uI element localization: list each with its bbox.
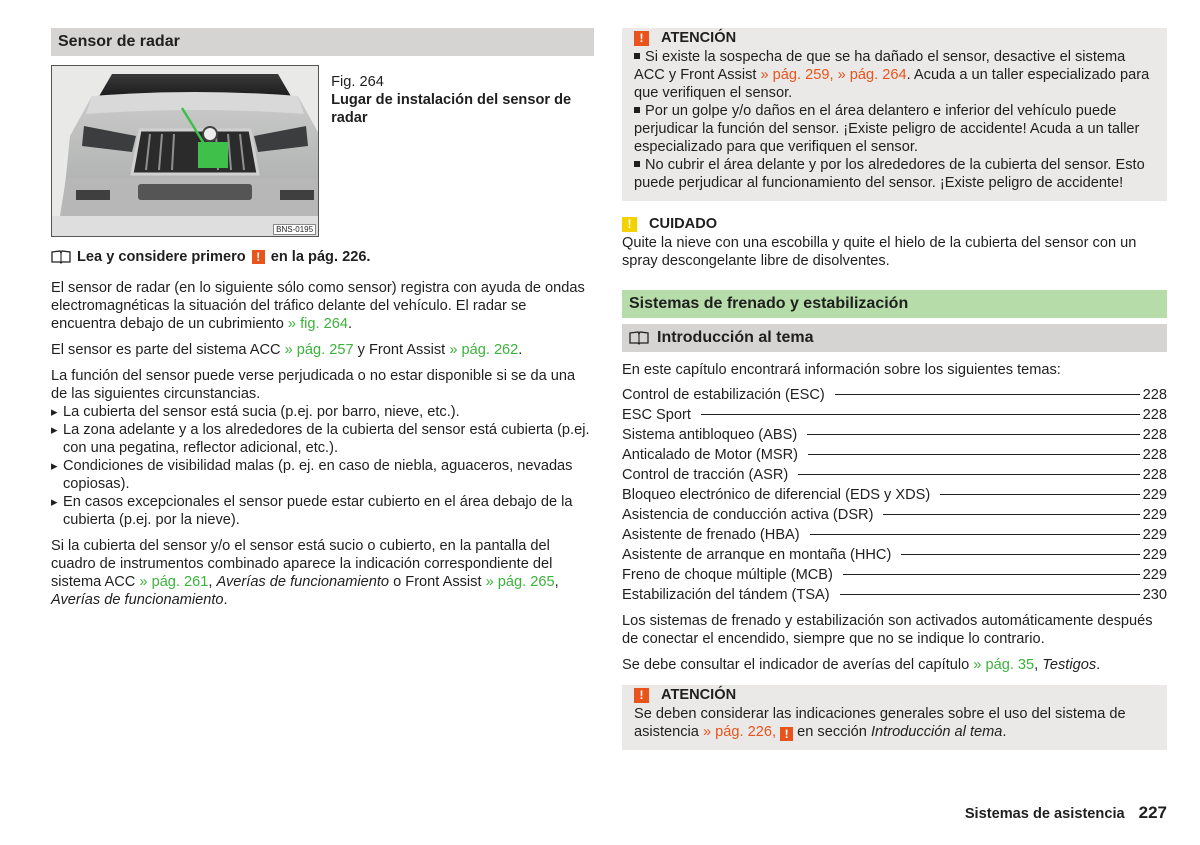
- caution-note: [622, 214, 1167, 270]
- fig-link[interactable]: » fig. 264: [287, 316, 348, 332]
- figure-title: Lugar de instalación del sensor de radar: [331, 92, 572, 126]
- page-link-259[interactable]: » pág. 259: [760, 67, 830, 83]
- ind-a: Se debe consultar el indicador de averías del capítulo: [622, 657, 970, 673]
- caution-icon: !: [622, 217, 637, 232]
- toc-leader: [808, 454, 1140, 455]
- warning-icon: !: [780, 727, 793, 741]
- page-number: 227: [1138, 803, 1167, 822]
- read-first-post: en la pág. 226.: [270, 249, 371, 265]
- page-link-264[interactable]: » pág. 264: [837, 67, 907, 83]
- radar-sensor-highlight: [198, 142, 228, 168]
- toc-row[interactable]: [622, 426, 1167, 446]
- page-link-262[interactable]: » pág. 262: [449, 342, 519, 358]
- list-item: ▸ La cubierta del sensor está sucia (p.ej. por barro, nieve, etc.).: [51, 403, 594, 421]
- toc-leader: [835, 394, 1140, 395]
- attention-box: [622, 28, 1167, 201]
- toc-intro: En este capítulo encontrará información sobre los siguientes temas:: [622, 362, 1061, 378]
- toc-label: Bloqueo electrónico de diferencial (EDS y XDS): [622, 487, 931, 503]
- caution-text: Quite la nieve con una escobilla y quite el hielo de la cubierta del sensor con un spray descongelante libre de disolventes.: [622, 235, 1137, 269]
- toc-row[interactable]: [622, 486, 1167, 506]
- list-item: [634, 102, 1155, 156]
- toc-label: Anticalado de Motor (MSR): [622, 447, 799, 463]
- paragraph-sensor-systems: [51, 341, 594, 359]
- p1-end: .: [347, 316, 353, 332]
- toc-label: Estabilización del tándem (TSA): [622, 587, 830, 603]
- ind-end: .: [1096, 657, 1101, 673]
- att1-item1-b: . Acuda a un taller especializado para que verifiquen el sensor.: [634, 67, 1150, 101]
- toc-label: Freno de choque múltiple (MCB): [622, 567, 833, 583]
- toc-leader: [810, 534, 1140, 535]
- ind-em: Testigos: [1042, 657, 1097, 673]
- p4-c: o Front Assist: [393, 574, 482, 590]
- p4-b: ,: [208, 574, 213, 590]
- figure-code: BNS-0195: [273, 224, 316, 235]
- read-first-pre: Lea y considere primero: [77, 249, 246, 265]
- toc-page: 229: [1142, 567, 1167, 583]
- att1-item3: No cubrir el área delante y por los alrededores de la cubierta del sensor. Esto puede perjudicar al funcionamiento del sensor. ¡Existe peligro de accidente!: [634, 157, 1145, 191]
- att2-end: .: [1002, 724, 1007, 740]
- page-link-261[interactable]: » pág. 261: [139, 574, 209, 590]
- toc-leader: [843, 574, 1140, 575]
- footer-section: Sistemas de asistencia: [964, 806, 1125, 822]
- toc-row[interactable]: [622, 506, 1167, 526]
- page-link-265[interactable]: » pág. 265: [485, 574, 555, 590]
- attention-header: [634, 28, 1155, 48]
- warning-icon: !: [634, 688, 649, 703]
- att1-sep: ,: [829, 67, 834, 83]
- toc-label: Asistencia de conducción activa (DSR): [622, 507, 874, 523]
- att2-em: Introducción al tema: [870, 724, 1003, 740]
- toc-row[interactable]: [622, 586, 1167, 606]
- section-title-braking: Sistemas de frenado y estabilización: [622, 290, 1167, 318]
- toc-row[interactable]: [622, 526, 1167, 546]
- toc-leader: [807, 434, 1139, 435]
- read-first-note: [51, 248, 594, 266]
- figure-caption: [331, 65, 594, 237]
- toc-leader: [940, 494, 1139, 495]
- bullet-icon: [634, 53, 640, 59]
- toc-label: Control de estabilización (ESC): [622, 387, 825, 403]
- toc-page: 228: [1142, 447, 1167, 463]
- attention-text: [634, 705, 1155, 741]
- toc-row[interactable]: [622, 466, 1167, 486]
- book-icon: [51, 250, 71, 264]
- list-item: ▸ La zona adelante y a los alrededores de la cubierta del sensor está cubierta (p.ej. con una pegatina, reflector adicional, etc.).: [51, 421, 594, 457]
- att1-item1-a: Si existe la sospecha de que se ha dañado el sensor, desactive el sistema ACC y Front Assist: [634, 49, 1126, 83]
- left-column: [51, 28, 594, 609]
- page-link-226[interactable]: » pág. 226,: [702, 724, 777, 740]
- book-icon: [629, 331, 649, 345]
- toc-label: Sistema antibloqueo (ABS): [622, 427, 798, 443]
- page-footer: [965, 804, 1167, 823]
- toc-page: 228: [1142, 467, 1167, 483]
- attention-title: ATENCIÓN: [661, 30, 737, 46]
- att2-b: en sección: [797, 724, 867, 740]
- toc-row[interactable]: [622, 566, 1167, 586]
- ind-b: ,: [1034, 657, 1039, 673]
- attention-box-2: [622, 685, 1167, 750]
- attention-list: [634, 48, 1155, 192]
- toc-leader: [701, 414, 1140, 415]
- p1-text: El sensor de radar (en lo siguiente sólo como sensor) registra con ayuda de ondas electromagnéticas la situación del tráfico delante del vehículo. El radar se encuentra debajo de un cubrimiento: [51, 280, 585, 332]
- toc-label: Control de tracción (ASR): [622, 467, 789, 483]
- subsection-title: Introducción al tema: [657, 329, 814, 346]
- page-link-35[interactable]: » pág. 35: [973, 657, 1035, 673]
- circumstances-list: [51, 403, 594, 529]
- list-item: ▸ En casos excepcionales el sensor puede estar cubierto en el área debajo de la cubierta (p.ej. por la nieve).: [51, 493, 594, 529]
- toc-label: ESC Sport: [622, 407, 691, 423]
- toc-page: 228: [1142, 407, 1167, 423]
- caution-header: [622, 214, 1167, 234]
- list-item: [634, 48, 1155, 102]
- p2-end: .: [518, 342, 523, 358]
- right-column: [622, 28, 1167, 750]
- paragraph-indicator: [622, 656, 1167, 674]
- figure-image: [51, 65, 319, 237]
- toc-label: Asistente de frenado (HBA): [622, 527, 800, 543]
- toc-leader: [901, 554, 1139, 555]
- toc-leader: [798, 474, 1139, 475]
- figure-number: Fig. 264: [331, 74, 384, 90]
- p4-a: Si la cubierta del sensor y/o el sensor está sucio o cubierto, en la pantalla del cuadro de instrumentos combinado aparece la indicación correspondiente del sistema ACC: [51, 538, 553, 590]
- list-item: ▸ Condiciones de visibilidad malas (p. ej. en caso de niebla, aguaceros, nevadas copiosas).: [51, 457, 594, 493]
- p4-em2: Averías de funcionamiento: [51, 592, 224, 608]
- attention-header: [634, 685, 1155, 705]
- figure-row: [51, 65, 594, 237]
- bullet-icon: [634, 161, 640, 167]
- warning-icon: !: [252, 250, 265, 264]
- toc-page: 228: [1142, 427, 1167, 443]
- toc-page: 229: [1142, 547, 1167, 563]
- att1-item2: Por un golpe y/o daños en el área delantero e inferior del vehículo puede perjudicar la función del sensor. ¡Existe peligro de accidente! Acuda a un taller especializado para que verifiquen el sensor.: [634, 103, 1140, 155]
- paragraph-systems-activation: Los sistemas de frenado y estabilización son activados automáticamente después de conectar el encendido, siempre que no se indique lo contrario.: [622, 613, 1153, 647]
- p4-end: .: [223, 592, 228, 608]
- att2-a: Se deben considerar las indicaciones generales sobre el uso del sistema de asistencia: [634, 706, 1126, 740]
- toc-leader: [840, 594, 1140, 595]
- caution-title: CUIDADO: [649, 216, 718, 232]
- toc-label: Asistente de arranque en montaña (HHC): [622, 547, 892, 563]
- list-item: [634, 156, 1155, 192]
- p2-a: El sensor es parte del sistema ACC: [51, 342, 281, 358]
- toc-page: 229: [1142, 507, 1167, 523]
- p4-em1: Averías de funcionamiento: [216, 574, 390, 590]
- p2-b: y Front Assist: [357, 342, 446, 358]
- subsection-header: [622, 324, 1167, 352]
- p4-d: ,: [554, 574, 559, 590]
- toc-row[interactable]: [622, 446, 1167, 466]
- toc-row[interactable]: [622, 546, 1167, 566]
- toc-page: 228: [1142, 387, 1167, 403]
- toc-page: 230: [1142, 587, 1167, 603]
- car-front-illustration: [52, 66, 319, 237]
- paragraph-circumstances-intro: La función del sensor puede verse perjudicada o no estar disponible si se da una de las siguientes circunstancias.: [51, 368, 576, 402]
- toc-row[interactable]: [622, 406, 1167, 426]
- warning-icon: !: [634, 31, 649, 46]
- page-link-257[interactable]: » pág. 257: [284, 342, 354, 358]
- paragraph-dirty-sensor: [51, 537, 594, 609]
- toc-row[interactable]: [622, 386, 1167, 406]
- toc-leader: [883, 514, 1139, 515]
- toc-page: 229: [1142, 527, 1167, 543]
- table-of-contents: [622, 386, 1167, 606]
- paragraph-sensor-description: [51, 279, 594, 333]
- bullet-icon: [634, 107, 640, 113]
- section-title-radar: Sensor de radar: [51, 28, 594, 56]
- attention-title: ATENCIÓN: [661, 687, 737, 703]
- toc-page: 229: [1142, 487, 1167, 503]
